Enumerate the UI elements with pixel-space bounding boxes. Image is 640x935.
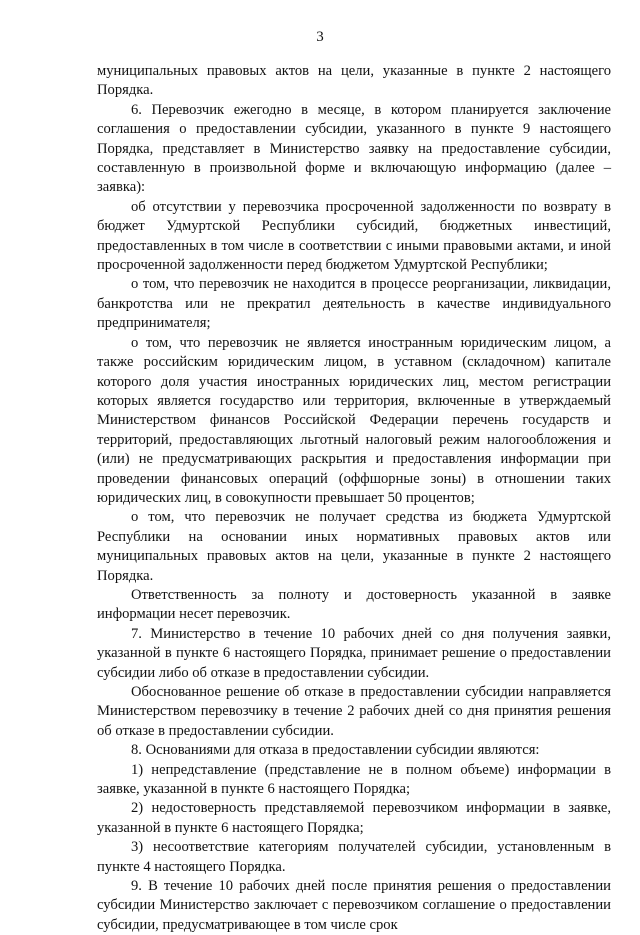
paragraph-item-9: 9. В течение 10 рабочих дней после принятия решения о предоставлении субсидии Министерство заключает с перевозчиком соглашение о предоставлении субсидии, предусматривающее в том числе срок — [97, 878, 611, 933]
paragraph-no-other-funds: о том, что перевозчик не получает средства из бюджета Удмуртской Республики на основании иных нормативных правовых актов или муниципальных правовых актов на цели, указанные в пункте 2 настоящего Порядка. — [97, 509, 611, 584]
paragraph-not-foreign-entity: о том, что перевозчик не является иностранным юридическим лицом, а также российским юридическим лицом, в уставном (складочном) капитале которого доля участия иностранных юридических лиц, местом регистрации которых является государство или территория, включенные в утверждаемый Министерством финансов Российской Федерации перечень государств и территорий, предоставляющих льготный налоговый режим налогообложения и (или) не предусматривающих раскрытия и предоставления информации при проведении финансовых операций (оффшорные зоны) в отношении таких юридических лиц, в совокупности превышает 50 процентов; — [97, 334, 611, 506]
paragraph-item-6: 6. Перевозчик ежегодно в месяце, в котором планируется заключение соглашения о предоставлении субсидии, указанного в пункте 9 настоящего Порядка, представляет в Министерство заявку на предоставление субсидии, составленную в произвольной форме и включающую информацию (далее – заявка): — [97, 101, 611, 196]
document-body — [97, 62, 611, 935]
paragraph-item-7: 7. Министерство в течение 10 рабочих дней со дня получения заявки, указанной в пункте 6 настоящего Порядка, принимает решение о предоставлении субсидии либо об отказе в предоставлении субсидии. — [97, 625, 611, 681]
paragraph-continuation: муниципальных правовых актов на цели, указанные в пункте 2 настоящего Порядка. — [97, 63, 611, 99]
paragraph-no-debt: об отсутствии у перевозчика просроченной задолженности по возврату в бюджет Удмуртской Республики субсидий, бюджетных инвестиций, предоставленных в том числе в соответствии с иными правовыми актами, и иной просроченной задолженности перед бюджетом Удмуртской Республики; — [97, 198, 611, 274]
paragraph-no-reorganization: о том, что перевозчик не находится в процессе реорганизации, ликвидации, банкротства или не прекратил деятельность в качестве индивидуального предпринимателя; — [97, 276, 611, 332]
paragraph-refusal-reason-3: 3) несоответствие категориям получателей субсидии, установленным в пункте 4 настоящего Порядка. — [97, 839, 611, 875]
paragraph-refusal-notice: Обоснованное решение об отказе в предоставлении субсидии направляется Министерством перевозчику в течение 2 рабочих дней со дня принятия решения об отказе в предоставлении субсидии. — [97, 684, 611, 739]
paragraph-responsibility: Ответственность за полноту и достоверность указанной в заявке информации несет перевозчик. — [97, 586, 611, 623]
paragraph-item-8: 8. Основаниями для отказа в предоставлении субсидии являются: — [131, 742, 540, 759]
page-number: 3 — [316, 29, 324, 45]
paragraph-refusal-reason-1: 1) непредставление (представление не в полном объеме) информации в заявке, указанной в пункте 6 настоящего Порядка; — [97, 761, 611, 798]
paragraph-refusal-reason-2: 2) недостоверность представляемой перевозчиком информации в заявке, указанной в пункте 6 настоящего Порядка; — [97, 800, 611, 836]
